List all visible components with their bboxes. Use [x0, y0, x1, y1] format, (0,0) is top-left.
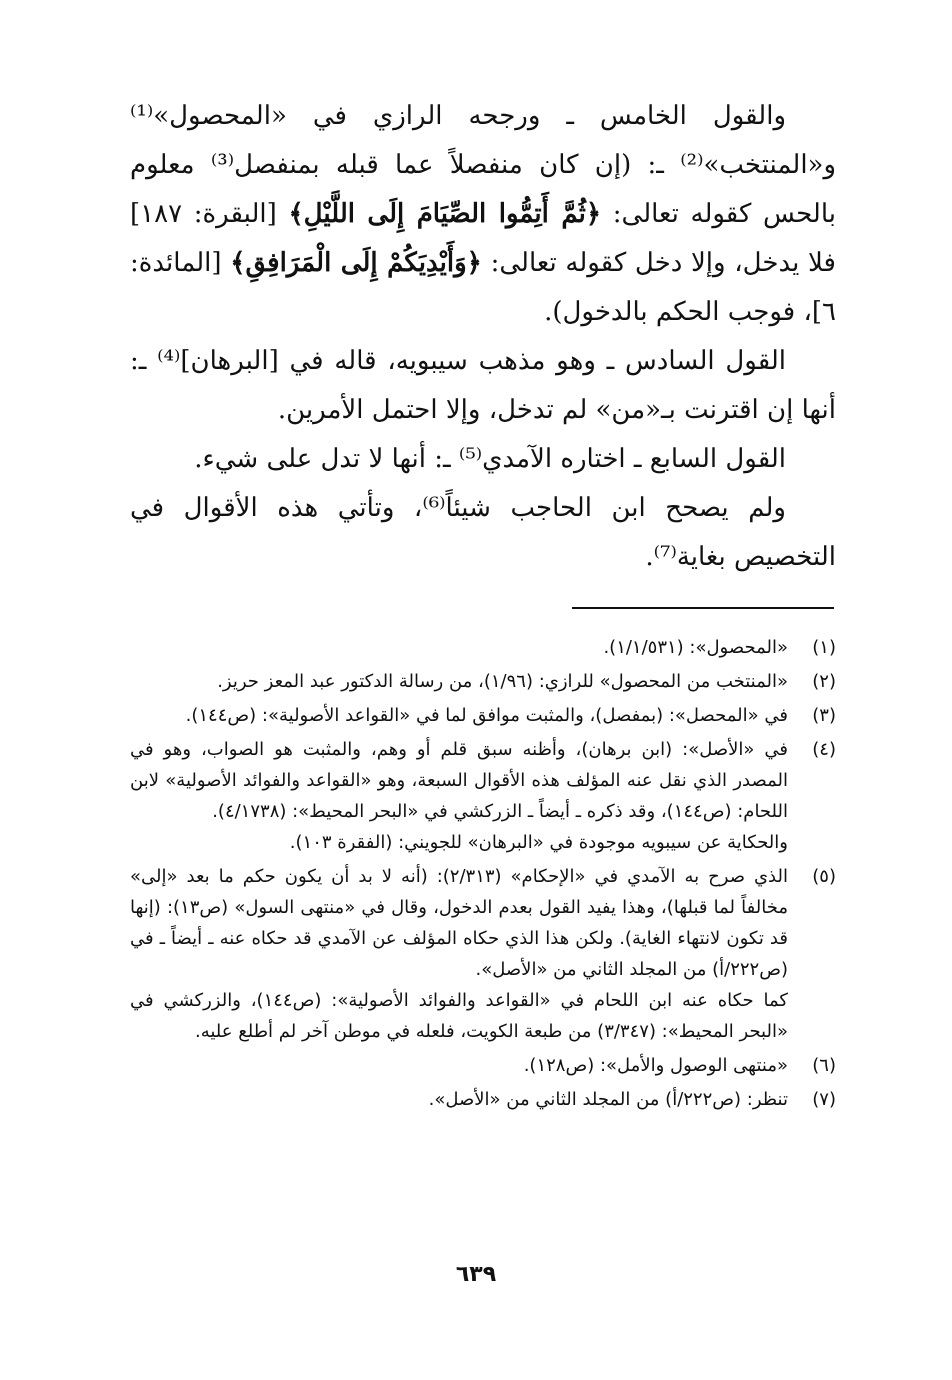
- footnote-line: تنظر: (ص٢٢٢/أ) من المجلد الثاني من «الأصل».: [428, 1089, 788, 1110]
- footnote: [130, 632, 836, 663]
- text-segment: ولم يصحح ابن الحاجب شيئاً⁽⁶⁾، وتأتي هذه الأقوال في التخصيص بغاية⁽⁷⁾.: [130, 493, 836, 572]
- footnote-line: «المحصول»: (١/١/٥٣١).: [603, 637, 788, 658]
- footnote-text: [130, 734, 788, 858]
- footnote: [130, 861, 836, 1047]
- footnote-number: (١): [812, 637, 836, 658]
- paragraph: [130, 92, 836, 337]
- text-segment: [البقرة: ١٨٧] فلا يدخل، وإلا دخل كقوله تعالى:: [130, 199, 836, 278]
- footnote-number: (٦): [812, 1055, 836, 1076]
- footnote-number: (٣): [812, 705, 836, 726]
- footnote-line: كما حكاه عنه ابن اللحام في «القواعد والفوائد الأصولية»: (ص١٤٤)، والزركشي في «البحر المحيط»: (٣/٣٤٧) من طبعة الكويت، فلعله في موطن آخر لم أطلع عليه.: [130, 990, 788, 1042]
- footnote-line: والحكاية عن سيبويه موجودة في «البرهان» للجويني: (الفقرة ١٠٣).: [289, 832, 788, 853]
- footnote-text: [130, 1084, 788, 1115]
- footnote-line: في «المحصل»: (بمفصل)، والمثبت موافق لما في «القواعد الأصولية»: (ص١٤٤).: [185, 705, 788, 726]
- quran-verse: ﴿ثُمَّ أَتِمُّوا الصِّيَامَ إِلَى اللَّيْلِ﴾: [288, 199, 602, 229]
- main-text: [130, 92, 836, 582]
- footnotes: [130, 632, 836, 1118]
- text-segment: [المائدة: ٦]، فوجب الحكم بالدخول).: [130, 248, 836, 327]
- footnote-number: (٧): [812, 1089, 836, 1110]
- footnote-text: [130, 861, 788, 1047]
- footnote-text: [130, 1050, 788, 1081]
- footnote-number: (٤): [812, 739, 836, 760]
- footnote: [130, 666, 836, 697]
- footnote-line: في «الأصل»: (ابن برهان)، وأظنه سبق قلم أو وهم، والمثبت هو الصواب، وهو في المصدر الذي نقل عنه المؤلف هذه الأقوال السبعة، وهو «القواعد والفوائد الأصولية» لابن اللحام: (ص١٤٤)، وقد ذكره ـ أيضاً ـ الزركشي في «البحر المحيط»: (٤/١٧٣٨).: [130, 739, 788, 822]
- text-segment: القول السادس ـ وهو مذهب سيبويه، قاله في [البرهان]⁽⁴⁾ ـ: أنها إن اقترنت بـ«من» لم تدخل، وإلا احتمل الأمرين.: [130, 346, 836, 425]
- text-segment: والقول الخامس ـ ورجحه الرازي في «المحصول»⁽¹⁾ و«المنتخب»⁽²⁾ ـ: (إن كان منفصلاً عما قبله بمنفصل⁽³⁾ معلوم بالحس كقوله تعالى:: [130, 101, 837, 229]
- footnote-line: «المنتخب من المحصول» للرازي: (١/٩٦)، من رسالة الدكتور عبد المعز حريز.: [217, 671, 788, 692]
- footnote-line: «منتهى الوصول والأمل»: (ص١٢٨).: [523, 1055, 788, 1076]
- paragraph: [130, 435, 836, 484]
- footnote-text: [130, 700, 788, 731]
- text-segment: القول السابع ـ اختاره الآمدي⁽⁵⁾ ـ: أنها لا تدل على شيء.: [194, 444, 786, 474]
- footnote: [130, 1084, 836, 1115]
- footnote: [130, 700, 836, 731]
- paragraph: [130, 337, 836, 435]
- footnote-divider: [572, 607, 834, 609]
- footnote-number: (٢): [812, 671, 836, 692]
- footnote-line: الذي صرح به الآمدي في «الإحكام» (٢/٣١٣): (أنه لا بد أن يكون حكم ما بعد «إلى» مخالفاً لما قبلها)، وهذا يفيد القول بعدم الدخول، وقال في «منتهى السول» (ص١٣): (إنها قد تكون لانتهاء الغاية). ولكن هذا الذي حكاه المؤلف عن الآمدي قد حكاه عنه ـ أيضاً ـ في (ص٢٢٢/أ) من المجلد الثاني من «الأصل».: [130, 866, 789, 980]
- quran-verse: ﴿وَأَيْدِيَكُمْ إِلَى الْمَرَافِقِ﴾: [230, 248, 482, 278]
- footnote-number: (٥): [812, 866, 836, 887]
- footnote: [130, 734, 836, 858]
- footnote-text: [130, 632, 788, 663]
- paragraph: [130, 484, 836, 582]
- footnote: [130, 1050, 836, 1081]
- footnote-text: [130, 666, 788, 697]
- page-number: ٦٣٩: [455, 1262, 497, 1287]
